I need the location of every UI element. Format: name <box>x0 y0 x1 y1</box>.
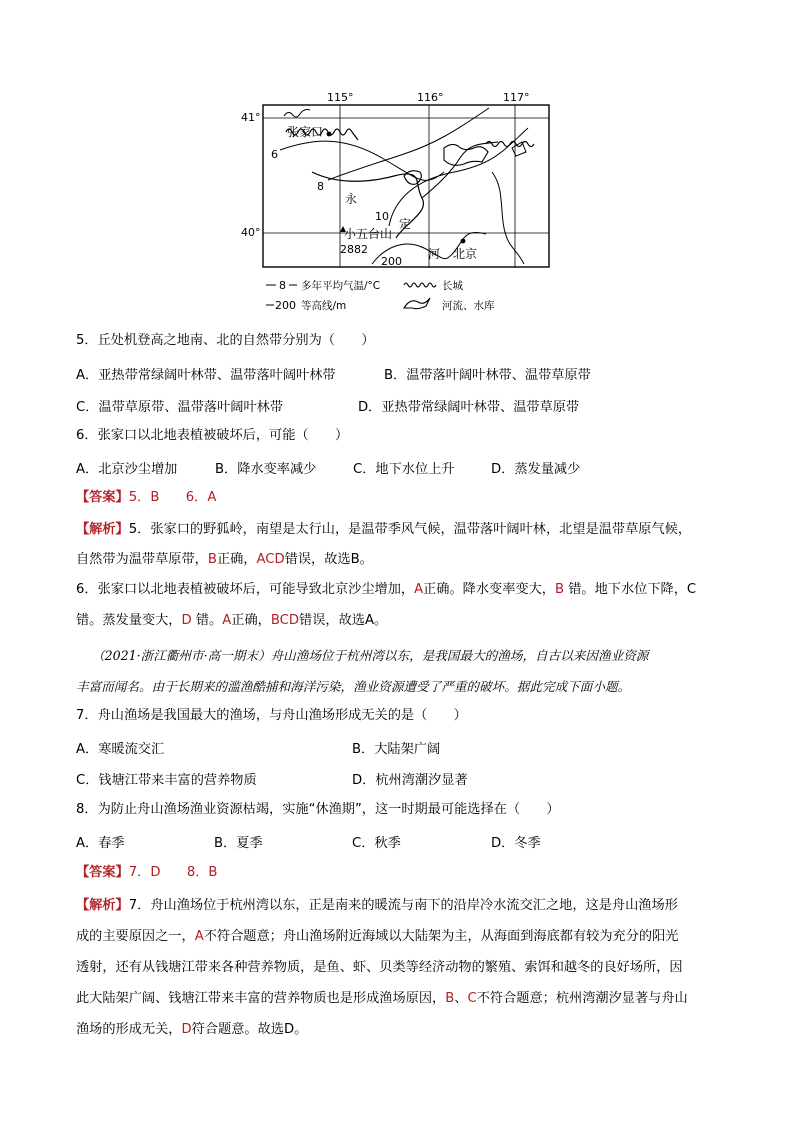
answer-tag-1: 【答案】 <box>76 490 129 505</box>
legend-contour-label: 等高线/m <box>301 300 347 312</box>
q8-option-d: D．冬季 <box>491 836 541 851</box>
place-xiaowutai: 小五台山 <box>344 227 393 241</box>
q5-option-c: C．温带草原带、温带落叶阔叶林带 <box>76 400 284 415</box>
legend-great-wall-symbol <box>404 283 436 287</box>
q7-option-a: A．寒暖流交汇 <box>76 742 165 757</box>
lon-label-116: 116° <box>417 91 444 104</box>
reservoir-1 <box>444 144 488 165</box>
map-figure <box>241 88 554 316</box>
legend-isotherm-label: 多年平均气温/°C <box>301 280 381 292</box>
q8-option-a: A．春季 <box>76 836 125 851</box>
isotherm-10 <box>389 128 528 226</box>
option-reference: A <box>222 613 232 628</box>
q5-option-b: B．温带落叶阔叶林带、温带草原带 <box>384 368 591 383</box>
lat-label-41: 41° <box>241 111 261 124</box>
intro-line-2: 丰富而闻名。由于长期来的滥渔酷捕和海洋污染，渔业资源遭受了严重的破坏。据此完成下面小题。 <box>76 679 631 694</box>
option-reference: D <box>181 613 192 628</box>
q6-stem: 6．张家口以北地表植被破坏后，可能（ ） <box>76 428 349 443</box>
isotherm-label-6: 6 <box>271 148 278 161</box>
answer-block-1 <box>76 488 216 508</box>
analysis-2-text-2: 成的主要原因之一，A不符合题意；舟山渔场附近海域以大陆架为主，从海面到海底都有较为充分的阳光 <box>76 929 679 944</box>
isotherm-label-8: 8 <box>317 180 324 193</box>
q7-option-d: D．杭州湾潮汐显著 <box>352 773 468 788</box>
lat-label-40: 40° <box>241 226 261 239</box>
option-reference: C <box>467 991 477 1006</box>
option-reference: B <box>445 991 455 1006</box>
legend-isotherm-sample: 8 <box>279 279 286 292</box>
reservoir-2 <box>404 171 421 185</box>
q5-option-a: A．亚热带常绿阔叶林带、温带落叶阔叶林带 <box>76 368 336 383</box>
analysis-1-text-1: 5．张家口的野狐岭，南望是太行山，是温带季风气候，温带落叶阔叶林，北望是温带草原气候， <box>128 522 692 537</box>
q8-stem: 8．为防止舟山渔场渔业资源枯竭，实施“休渔期”，这一时期最可能选择在（ ） <box>76 802 560 817</box>
answer-text-2: 7．D 8．B <box>128 865 218 880</box>
analysis-block-1-line1 <box>76 520 691 540</box>
zhangjiakou-dot <box>327 132 332 137</box>
option-reference: ACD <box>256 552 285 567</box>
place-zhangjiakou: 张家口 <box>287 125 324 139</box>
q7-option-b: B．大陆架广阔 <box>352 742 441 757</box>
q5-stem: 5．丘处机登高之地南、北的自然带分别为（ ） <box>76 333 375 348</box>
analysis-1-text-2: 自然带为温带草原带，B正确，ACD错误，故选B。 <box>76 552 373 567</box>
q6-option-b: B．降水变率减少 <box>215 462 317 477</box>
reservoir-3 <box>512 142 526 156</box>
option-reference: D <box>181 1022 192 1037</box>
isotherm-label-10: 10 <box>375 210 389 223</box>
contour-label: 200 <box>381 255 402 268</box>
beijing-dot <box>461 239 466 244</box>
place-xiaowutai-elevation: 2882 <box>340 243 368 256</box>
option-reference: B <box>207 552 217 567</box>
option-reference: A <box>194 929 204 944</box>
legend-river-label: 河流、水库 <box>442 300 495 312</box>
analysis-tag-1: 【解析】 <box>76 522 129 537</box>
answer-tag-2: 【答案】 <box>76 865 129 880</box>
q7-option-c: C．钱塘江带来丰富的营养物质 <box>76 773 257 788</box>
legend-river-symbol <box>404 298 430 309</box>
analysis-2-text-5: 渔场的形成无关，D符合题意。故选D。 <box>76 1022 308 1037</box>
analysis-2-text-3: 透射，还有从钱塘江带来各种营养物质，是鱼、虾、贝类等经济动物的繁殖、索饵和越冬的良好场所，因 <box>76 960 683 975</box>
legend-contour-sample: 200 <box>275 299 296 312</box>
analysis-tag-2: 【解析】 <box>76 898 129 913</box>
q8-option-c: C．秋季 <box>352 836 401 851</box>
answer-text-1: 5．B 6．A <box>128 490 217 505</box>
option-reference: B <box>554 582 565 597</box>
answer-block-2 <box>76 863 217 883</box>
q7-stem: 7．舟山渔场是我国最大的渔场，与舟山渔场形成无关的是（ ） <box>76 708 467 723</box>
place-he: 河 <box>428 247 441 261</box>
isotherm-6 <box>280 141 444 180</box>
legend-great-wall-label: 长城 <box>442 280 463 292</box>
q6-option-d: D．蒸发量减少 <box>491 462 581 477</box>
analysis-block-2-line1 <box>76 896 678 916</box>
lon-label-115: 115° <box>327 91 354 104</box>
q6-option-c: C．地下水位上升 <box>353 462 455 477</box>
place-beijing: 北京 <box>453 247 478 261</box>
place-yong: 永 <box>345 192 358 206</box>
place-ding: 定 <box>399 217 412 231</box>
analysis-1-text-3: 6．张家口以北地表植被破坏后，可能导致北京沙尘增加，A正确。降水变率变大，B 错。地下水位下降，C <box>76 582 697 597</box>
lon-label-117: 117° <box>503 91 530 104</box>
q5-option-d: D．亚热带常绿阔叶林带、温带草原带 <box>358 400 580 415</box>
map-svg <box>241 88 554 316</box>
option-reference: A <box>414 582 424 597</box>
analysis-2-text-1: 7．舟山渔场位于杭州湾以东，正是南来的暖流与南下的沿岸冷水流交汇之地，这是舟山渔场形 <box>128 898 678 913</box>
great-wall-northwest-2 <box>284 110 310 118</box>
analysis-2-text-4: 此大陆架广阔、钱塘江带来丰富的营养物质也是形成渔场原因，B、C不符合题意；杭州湾潮汐显著与舟山 <box>76 991 688 1006</box>
intro-line-1: （2021·浙江衢州市·高一期末）舟山渔场位于杭州湾以东，是我国最大的渔场，自古以来因渔业资源 <box>92 648 649 663</box>
river-east <box>492 172 524 264</box>
analysis-1-text-4: 错。蒸发量变大，D 错。A正确，BCD错误，故选A。 <box>76 613 388 628</box>
option-reference: BCD <box>270 613 300 628</box>
q6-option-a: A．北京沙尘增加 <box>76 462 178 477</box>
q8-option-b: B．夏季 <box>214 836 263 851</box>
